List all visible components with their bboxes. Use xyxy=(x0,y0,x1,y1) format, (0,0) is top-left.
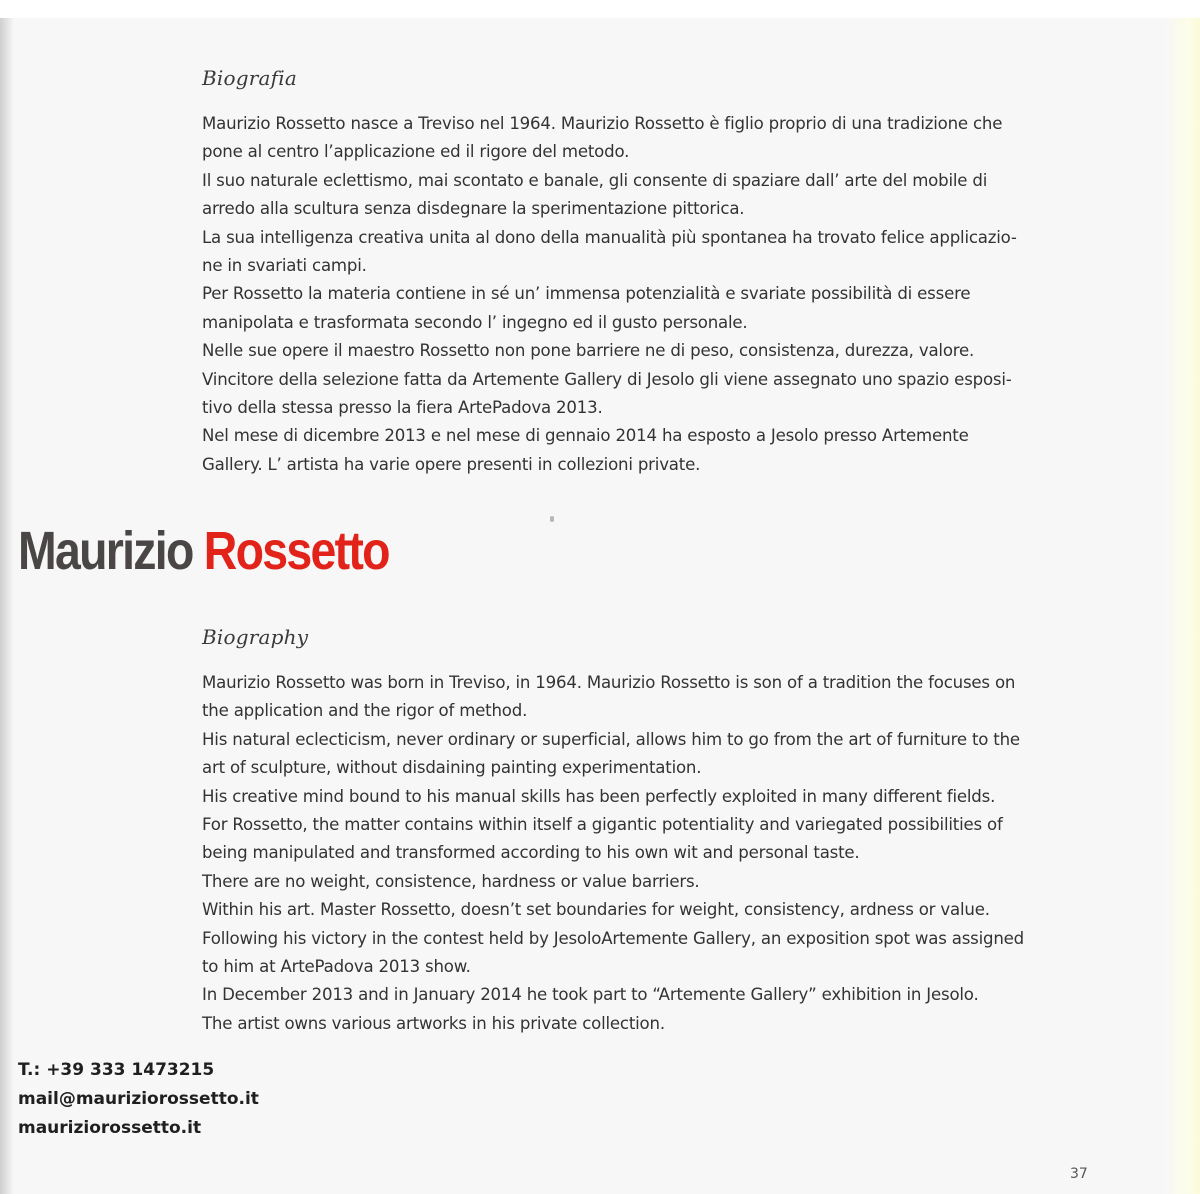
biografia-heading: Biografia xyxy=(202,66,297,90)
biography-line: art of sculpture, without disdaining painting experimentation. xyxy=(202,758,702,778)
page-top-margin xyxy=(0,0,1200,18)
biografia-line: ne in svariati campi. xyxy=(202,256,367,276)
biography-line: His creative mind bound to his manual skills has been perfectly exploited in many different fields. xyxy=(202,786,996,806)
biography-line: Maurizio Rossetto was born in Treviso, in 1964. Maurizio Rossetto is son of a tradition the focuses on xyxy=(202,673,1016,692)
biography-heading: Biography xyxy=(202,625,309,649)
artist-last-name: Rossetto xyxy=(203,521,389,581)
biografia-line: tivo della stessa presso la fiera ArtePadova 2013. xyxy=(202,398,603,418)
biografia-line: manipolata e trasformata secondo l’ ingegno ed il gusto personale. xyxy=(202,312,748,332)
website-address: mauriziorossetto.it xyxy=(18,1118,202,1138)
biography-line: being manipulated and transformed according to his own wit and personal taste. xyxy=(202,843,860,863)
email-address: mail@mauriziorossetto.it xyxy=(18,1089,259,1109)
biography-line: Following his victory in the contest held by JesoloArtemente Gallery, an exposition spot was assigned xyxy=(202,928,1024,948)
biografia-line: Per Rossetto la materia contiene in sé un’ immensa potenzialità e svariate possibilità di essere xyxy=(202,284,971,304)
biography-line: There are no weight, consistence, hardness or value barriers. xyxy=(202,871,700,891)
biography-line: His natural eclecticism, never ordinary or superficial, allows him to go from the art of furniture to the xyxy=(202,729,1020,749)
biography-line: to him at ArtePadova 2013 show. xyxy=(202,957,471,977)
biography-line: The artist owns various artworks in his private collection. xyxy=(202,1013,665,1033)
contact-block xyxy=(18,1056,259,1143)
biografia-text xyxy=(202,110,1092,479)
biography-line: In December 2013 and in January 2014 he took part to “Artemente Gallery” exhibition in Jesolo. xyxy=(202,985,979,1005)
biography-line: For Rossetto, the matter contains within itself a gigantic potentiality and variegated possibilities of xyxy=(202,815,1003,835)
biografia-line: Gallery. L’ artista ha varie opere presenti in collezioni private. xyxy=(202,454,701,474)
biografia-line: Il suo naturale eclettismo, mai scontato e banale, gli consente di spaziare dall’ arte del mobile di xyxy=(202,170,988,190)
biografia-line: La sua intelligenza creativa unita al dono della manualità più spontanea ha trovato felice applicazio- xyxy=(202,227,1017,247)
biografia-line: Vincitore della selezione fatta da Artemente Gallery di Jesolo gli viene assegnato uno spazio esposi- xyxy=(202,369,1012,389)
biografia-line: pone al centro l’applicazione ed il rigore del metodo. xyxy=(202,142,630,162)
biography-text xyxy=(202,669,1092,1038)
binding-gutter-shadow xyxy=(0,18,14,1194)
biography-line: Within his art. Master Rossetto, doesn’t set boundaries for weight, consistency, ardness or value. xyxy=(202,900,990,920)
biography-line: the application and the rigor of method. xyxy=(202,701,528,721)
biografia-line: arredo alla scultura senza disdegnare la sperimentazione pittorica. xyxy=(202,199,745,219)
page-right-edge xyxy=(1164,18,1200,1194)
phone-number: T.: +39 333 1473215 xyxy=(18,1060,215,1080)
biografia-line: Nel mese di dicembre 2013 e nel mese di gennaio 2014 ha esposto a Jesolo presso Artemente xyxy=(202,426,969,446)
artist-name xyxy=(18,516,389,586)
biografia-line: Maurizio Rossetto nasce a Treviso nel 1964. Maurizio Rossetto è figlio proprio di una tradizione che xyxy=(202,114,1003,133)
page-number: 37 xyxy=(1070,1166,1088,1182)
biografia-line: Nelle sue opere il maestro Rossetto non pone barriere ne di peso, consistenza, durezza, valore. xyxy=(202,341,975,361)
artist-first-name: Maurizio xyxy=(18,521,193,581)
paper-speck xyxy=(550,516,554,522)
